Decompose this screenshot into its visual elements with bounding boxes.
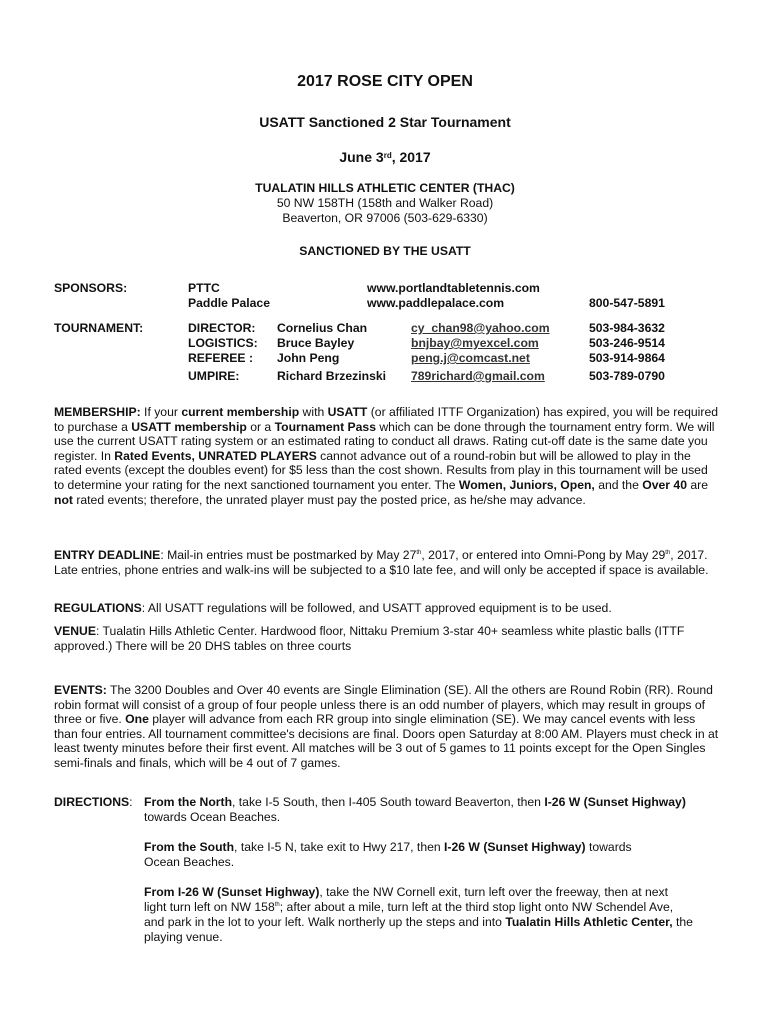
membership-paragraph: MEMBERSHIP: If your current membership with USATT (or affiliated ITTF Organization) has expired, you will be required to purchase a USATT membership or a Tournament Pass which can be done through the tournament entry form. We will use the current USATT rating system or an estimated rating to conduct all draws. Rating cut-off date is the same date you register. In Rated Events, UNRATED PLAYERS cannot advance out of a round-robin but will be allowed to play in the rated events (except the doubles event) for $5 less than the cost shown. Results from play in this tournament will be used to determine your rating for the next sanctioned tournament you enter. The Women, Juniors, Open, and the Over 40 are not rated events; therefore, the unrated player must pay the posted price, as he/she may advance. (54, 405, 719, 507)
staff-phone: 503-984-3632 (589, 321, 665, 335)
staff-name: Bruce Bayley (277, 336, 355, 350)
venue-name: TUALATIN HILLS ATHLETIC CENTER (THAC) (255, 181, 515, 195)
staff-email-link[interactable]: peng.j@comcast.net (411, 351, 530, 365)
sponsor-name: PTTC (188, 281, 220, 295)
staff-phone: 503-914-9864 (589, 351, 665, 365)
regulations-paragraph: REGULATIONS: All USATT regulations will be followed, and USATT approved equipment is to be used. (54, 601, 612, 615)
staff-role: UMPIRE: (188, 369, 240, 383)
tournament-label: TOURNAMENT: (54, 321, 144, 335)
directions-north-line1: From the North, take I-5 South, then I-405 South toward Beaverton, then I-26 W (Sunset Highway) (144, 795, 686, 809)
page-subtitle: USATT Sanctioned 2 Star Tournament (259, 114, 511, 130)
staff-email-link[interactable]: 789richard@gmail.com (411, 369, 545, 383)
directions-sunset-line3: and park in the lot to your left. Walk northerly up the steps and into Tualatin Hills Athletic Center, the (144, 915, 693, 929)
directions-south-line2: Ocean Beaches. (144, 855, 235, 869)
tournament-date: June 3rd, 2017 (339, 149, 431, 165)
directions-north-line2: towards Ocean Beaches. (144, 810, 281, 824)
staff-email-link[interactable]: cy_chan98@yahoo.com (411, 321, 550, 335)
events-paragraph: EVENTS: The 3200 Doubles and Over 40 events are Single Elimination (SE). All the others are Round Robin (RR). Round robin format will consist of a group of four people unless there is an odd number of players, which may result in groups of three or five. One player will advance from each RR group into single elimination (SE). We may cancel events with less than four entries. All tournament committee's decisions are final. Doors open Saturday at 8:00 AM. Players must check in at least twenty minutes before their first event. All matches will be 3 out of 5 games to 11 points except for the Open Singles semi-finals and finals, which will be 4 out of 7 games. (54, 683, 719, 770)
staff-email-link[interactable]: bnjbay@myexcel.com (411, 336, 539, 350)
directions-sunset-line1: From I-26 W (Sunset Highway), take the NW Cornell exit, turn left over the freeway, then at next (144, 885, 669, 899)
sanctioned-heading: SANCTIONED BY THE USATT (299, 244, 471, 258)
venue-paragraph: VENUE: Tualatin Hills Athletic Center. Hardwood floor, Nittaku Premium 3-star 40+ seamless white plastic balls (ITTF approved.) There will be 20 DHS tables on three courts (54, 624, 685, 653)
sponsor-name: Paddle Palace (188, 296, 270, 310)
staff-role: DIRECTOR: (188, 321, 256, 335)
directions-sunset-line2: light turn left on NW 158th; after about a mile, turn left at the third stop light onto NW Schendel Ave, (144, 900, 674, 914)
staff-role: LOGISTICS: (188, 336, 258, 350)
sponsor-url[interactable]: www.paddlepalace.com (367, 296, 505, 310)
page-title: 2017 ROSE CITY OPEN (297, 73, 473, 90)
staff-phone: 503-246-9514 (589, 336, 665, 350)
staff-name: Richard Brzezinski (277, 369, 387, 383)
staff-name: John Peng (277, 351, 340, 365)
venue-address-line2: Beaverton, OR 97006 (503-629-6330) (282, 211, 488, 225)
directions-sunset-line4: playing venue. (144, 930, 223, 944)
sponsor-phone: 800-547-5891 (589, 296, 665, 310)
sponsor-url[interactable]: www.portlandtabletennis.com (367, 281, 540, 295)
staff-phone: 503-789-0790 (589, 369, 665, 383)
entry-deadline-paragraph: ENTRY DEADLINE: Mail-in entries must be postmarked by May 27th, 2017, or entered into Omni-Pong by May 29th, 2017. Late entries, phone entries and walk-ins will be subjected to a $10 late fee, and will only be accepted if space is available. (54, 548, 709, 577)
directions-south-line1: From the South, take I-5 N, take exit to Hwy 217, then I-26 W (Sunset Highway) towards (144, 840, 632, 854)
directions-label: DIRECTIONS: (54, 795, 133, 809)
sponsors-label: SPONSORS: (54, 281, 128, 295)
venue-address-line1: 50 NW 158TH (158th and Walker Road) (276, 196, 494, 210)
staff-role: REFEREE : (188, 351, 254, 365)
staff-name: Cornelius Chan (277, 321, 368, 335)
